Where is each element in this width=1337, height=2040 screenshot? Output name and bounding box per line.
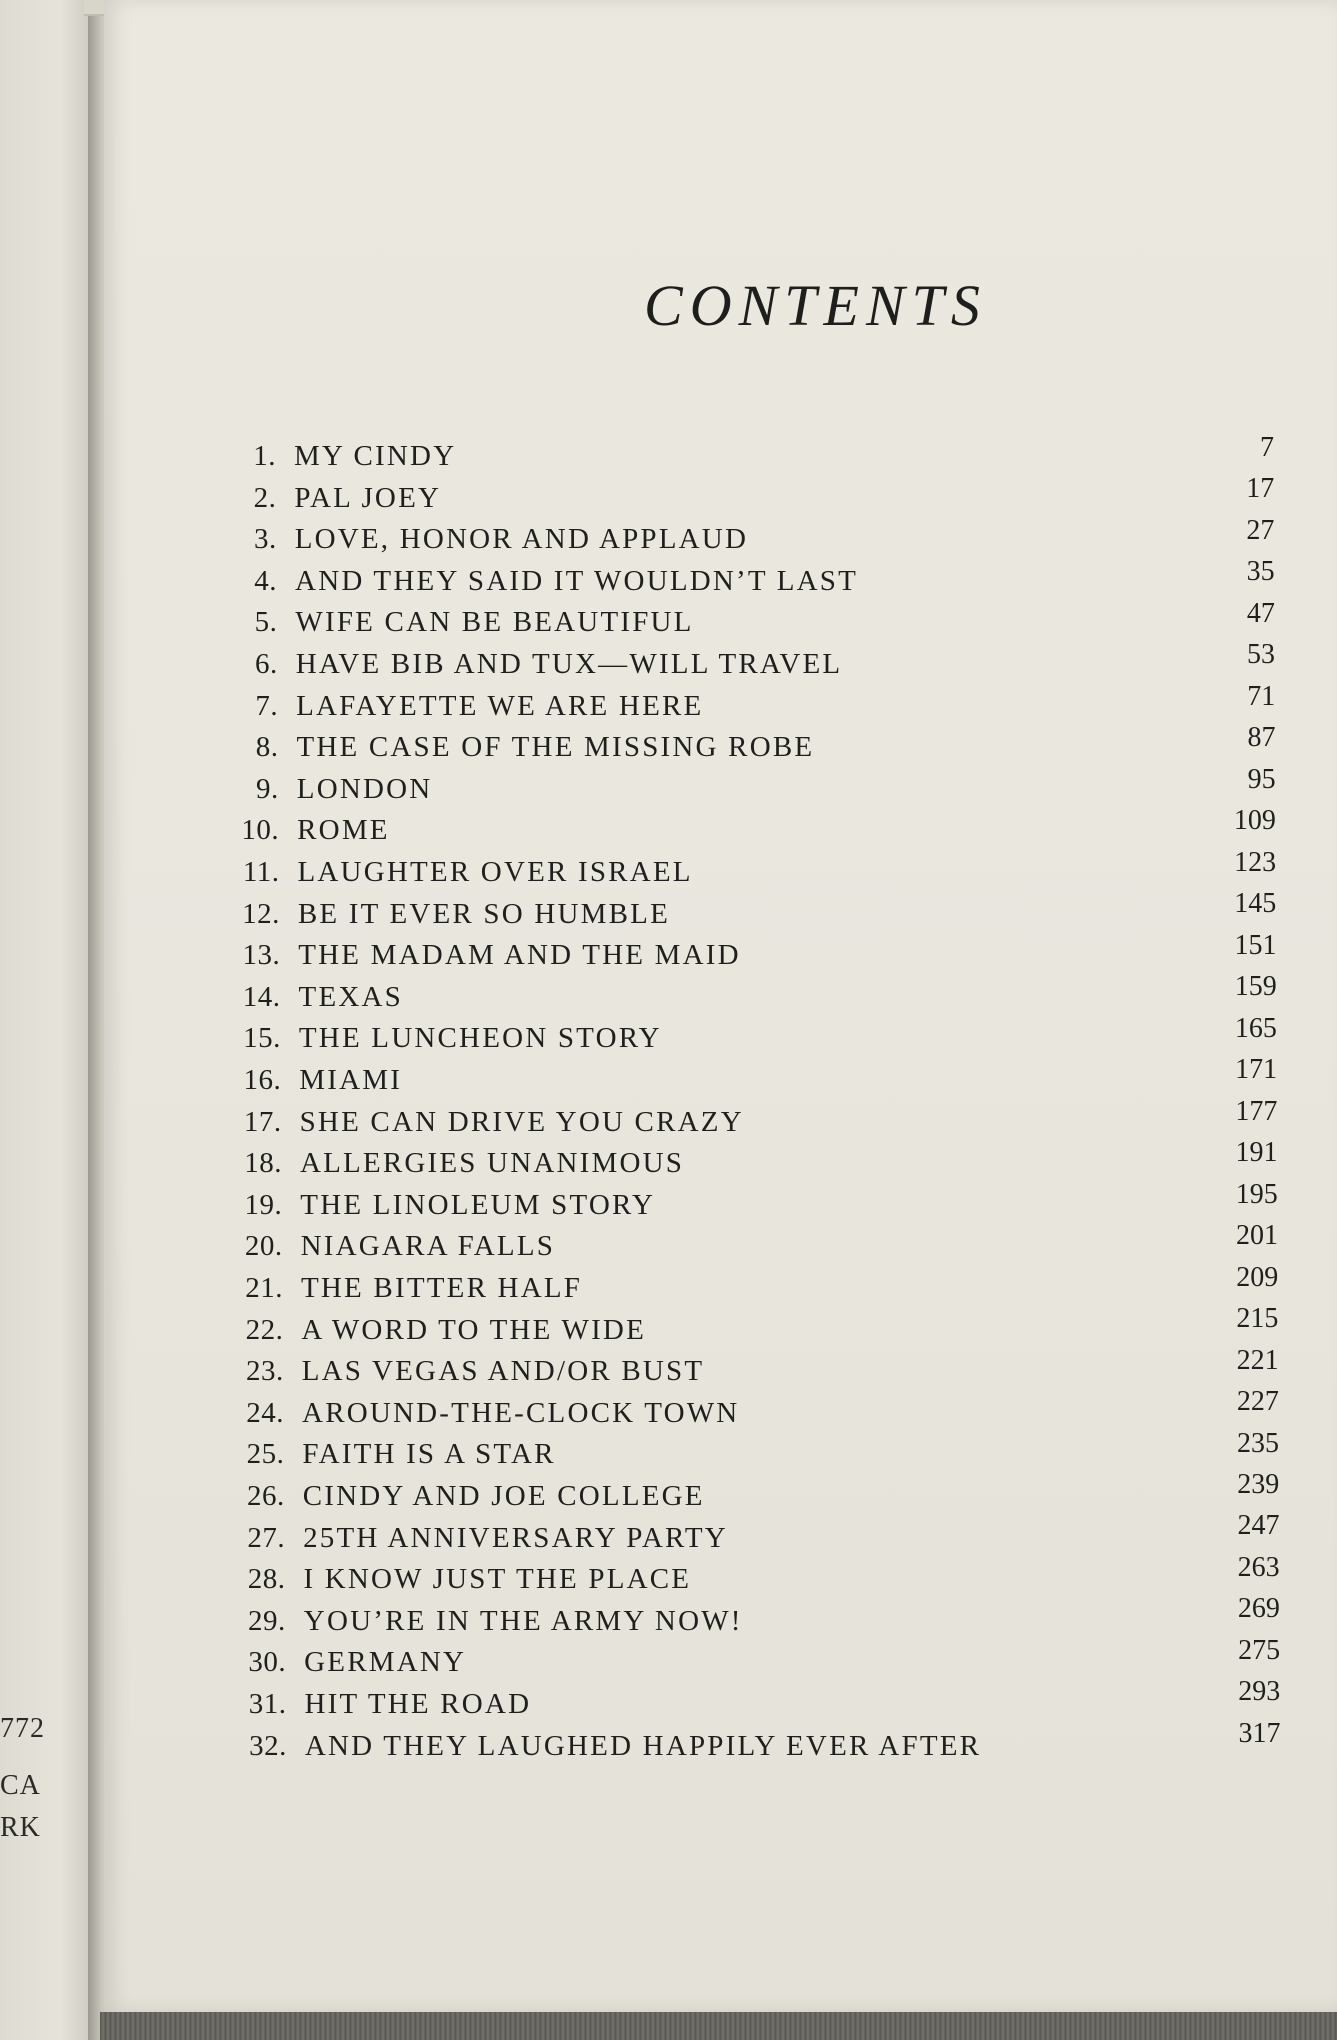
toc-entry-number: 32. — [249, 1729, 287, 1762]
toc-entry — [214, 1593, 1334, 1647]
toc-entry-title: SHE CAN DRIVE YOU CRAZY — [299, 1105, 744, 1138]
toc-entry-page: 87 — [1247, 722, 1276, 754]
cloth-surface — [100, 2012, 1337, 2040]
toc-entry-title: LAUGHTER OVER ISRAEL — [297, 856, 693, 888]
toc-entry-number: 3. — [253, 523, 277, 556]
toc-entry-title: AROUND-THE-CLOCK TOWN — [302, 1396, 740, 1429]
toc-entry-title: LAS VEGAS AND/OR BUST — [301, 1355, 705, 1388]
toc-entry-number: 9. — [256, 772, 279, 805]
toc-entry-number: 17. — [243, 1105, 282, 1138]
toc-entry — [213, 1469, 1333, 1522]
toc-entry-page: 191 — [1235, 1137, 1278, 1169]
toc-entry-number: 20. — [244, 1230, 283, 1263]
toc-entry-title: TEXAS — [298, 980, 403, 1013]
toc-entry-number: 31. — [248, 1688, 287, 1720]
toc-entry-number: 8. — [255, 731, 279, 764]
toc-entry — [206, 722, 1326, 773]
toc-entry — [212, 1427, 1332, 1480]
toc-entry-page: 269 — [1237, 1593, 1280, 1625]
toc-entry-number: 6. — [255, 648, 278, 680]
toc-entry-number: 14. — [242, 980, 281, 1013]
toc-entry-title: WIFE CAN BE BEAUTIFUL — [295, 606, 694, 639]
toc-entry — [214, 1634, 1334, 1688]
toc-entry — [206, 639, 1326, 690]
toc-entry — [212, 1386, 1332, 1439]
toc-entry — [212, 1344, 1332, 1397]
toc-entry-page: 247 — [1237, 1510, 1280, 1542]
left-page-fragment: 772 — [0, 1713, 45, 1744]
toc-entry-page: 151 — [1234, 929, 1277, 961]
toc-entry-number: 23. — [245, 1355, 284, 1388]
toc-entry — [206, 680, 1326, 732]
toc-entry-page: 27 — [1246, 514, 1275, 546]
toc-entry-page: 17 — [1246, 473, 1275, 505]
toc-entry-number: 22. — [245, 1313, 284, 1346]
toc-entry — [204, 473, 1324, 524]
toc-entry-number: 1. — [253, 440, 276, 472]
toc-entry-page: 215 — [1236, 1303, 1279, 1335]
toc-entry — [211, 1303, 1331, 1356]
toc-entry-title: CINDY AND JOE COLLEGE — [302, 1480, 705, 1512]
toc-entry-page: 221 — [1236, 1344, 1279, 1376]
toc-entry — [213, 1551, 1333, 1605]
toc-entry-page: 109 — [1233, 805, 1276, 837]
toc-entry-page: 317 — [1238, 1717, 1281, 1749]
toc-entry — [205, 514, 1325, 565]
toc-entry-title: THE CASE OF THE MISSING ROBE — [296, 731, 815, 764]
toc-entry-title: NIAGARA FALLS — [300, 1230, 556, 1263]
toc-entry — [207, 805, 1327, 856]
toc-entry-title: THE MADAM AND THE MAID — [298, 939, 741, 972]
toc-entry — [211, 1261, 1331, 1314]
toc-entry-page: 35 — [1246, 556, 1275, 588]
toc-entry — [208, 846, 1328, 898]
toc-entry-number: 19. — [244, 1188, 283, 1221]
toc-entry-title: AND THEY LAUGHED HAPPILY EVER AFTER — [304, 1729, 982, 1762]
toc-entry-page: 95 — [1247, 763, 1276, 795]
left-page — [0, 0, 100, 2040]
toc-entry-number: 24. — [246, 1396, 285, 1429]
toc-entry-title: FAITH IS A STAR — [302, 1438, 556, 1471]
toc-entry — [205, 597, 1325, 648]
toc-entry — [209, 971, 1329, 1023]
toc-entry-title: I KNOW JUST THE PLACE — [303, 1563, 692, 1596]
toc-entry — [205, 556, 1325, 607]
toc-entry-number: 16. — [243, 1064, 282, 1096]
toc-entry-page: 235 — [1237, 1427, 1280, 1459]
toc-entry-title: THE BITTER HALF — [301, 1272, 583, 1304]
toc-entry-number: 30. — [248, 1646, 287, 1679]
toc-entry-title: BE IT EVER SO HUMBLE — [297, 897, 670, 930]
toc-entry-title: 25TH ANNIVERSARY PARTY — [303, 1521, 728, 1554]
toc-entry — [207, 763, 1327, 815]
toc-entry-title: LOVE, HONOR AND APPLAUD — [294, 523, 749, 556]
toc-entry-title: MIAMI — [299, 1064, 403, 1096]
left-page-fragment: CA — [0, 1770, 41, 1801]
toc-entry-title: HIT THE ROAD — [304, 1688, 532, 1720]
toc-entry-number: 28. — [247, 1563, 286, 1596]
toc-entry-title: MY CINDY — [294, 440, 457, 472]
toc-entry-title: LAFAYETTE WE ARE HERE — [296, 689, 704, 722]
toc-entry-number: 25. — [246, 1438, 285, 1471]
toc-entry — [210, 1137, 1330, 1189]
toc-entry-page: 227 — [1236, 1386, 1279, 1418]
toc-entry-page: 275 — [1238, 1634, 1281, 1666]
toc-entry-title: ALLERGIES UNANIMOUS — [299, 1147, 685, 1180]
contents-page — [104, 0, 1337, 2012]
toc-entry-page: 7 — [1260, 432, 1274, 463]
toc-entry-title: ROME — [297, 814, 390, 847]
left-page-fragment: RK — [0, 1812, 41, 1843]
toc-entry-number: 2. — [253, 481, 277, 514]
toc-entry — [211, 1220, 1331, 1272]
toc-entry — [210, 1178, 1330, 1231]
toc-entry-page: 293 — [1238, 1676, 1281, 1708]
toc-entry-page: 123 — [1234, 846, 1277, 878]
toc-entry-title: A WORD TO THE WIDE — [301, 1313, 646, 1346]
toc-entry — [204, 432, 1324, 482]
toc-entry-title: YOU’RE IN THE ARMY NOW! — [303, 1604, 743, 1637]
toc-entry-number: 13. — [242, 939, 281, 972]
toc-entry-page: 177 — [1235, 1095, 1278, 1127]
toc-entry — [208, 929, 1328, 981]
toc-entry-page: 53 — [1247, 639, 1276, 671]
toc-entry-number: 29. — [248, 1604, 286, 1637]
toc-entry-number: 27. — [247, 1521, 286, 1554]
toc-entry-title: HAVE BIB AND TUX—WILL TRAVEL — [295, 648, 843, 680]
page-title: CONTENTS — [644, 273, 987, 338]
toc-entry — [213, 1510, 1333, 1564]
toc-entry-page: 145 — [1234, 888, 1277, 920]
toc-entry-title: GERMANY — [304, 1646, 467, 1679]
toc-entry — [209, 1054, 1329, 1106]
toc-entry-page: 171 — [1235, 1054, 1278, 1086]
toc-entry-number: 11. — [242, 856, 280, 888]
toc-entry-number: 26. — [247, 1480, 285, 1512]
toc-entry-page: 165 — [1234, 1012, 1277, 1044]
toc-entry-number: 7. — [255, 689, 279, 722]
toc-entry-title: AND THEY SAID IT WOULDN’T LAST — [295, 564, 859, 597]
toc-entry-number: 12. — [242, 897, 280, 930]
toc-entry-page: 201 — [1235, 1220, 1278, 1252]
toc-entry-page: 195 — [1235, 1178, 1278, 1210]
toc-entry-number: 21. — [245, 1272, 283, 1304]
toc-entry — [209, 1012, 1329, 1064]
toc-entry — [210, 1095, 1330, 1148]
toc-entry-number: 5. — [254, 606, 278, 639]
toc-entry-number: 10. — [241, 814, 280, 847]
toc-entry-page: 239 — [1237, 1469, 1280, 1500]
toc-entry-title: THE LUNCHEON STORY — [298, 1022, 662, 1055]
toc-entry-page: 263 — [1237, 1551, 1280, 1583]
toc-entry — [215, 1717, 1335, 1772]
toc-entry-page: 47 — [1246, 597, 1275, 629]
toc-entry-number: 18. — [244, 1147, 282, 1180]
toc-entry-title: PAL JOEY — [294, 481, 442, 514]
toc-entry — [215, 1676, 1335, 1730]
toc-entry-page: 159 — [1234, 971, 1277, 1003]
toc-entry-title: LONDON — [296, 772, 433, 805]
toc-entry-title: THE LINOLEUM STORY — [300, 1188, 656, 1221]
toc-entry-number: 4. — [254, 564, 278, 597]
toc-entry-number: 15. — [243, 1022, 281, 1055]
toc-entry-page: 71 — [1247, 680, 1276, 712]
toc-entry-page: 209 — [1236, 1261, 1279, 1293]
toc-entry — [208, 888, 1328, 940]
